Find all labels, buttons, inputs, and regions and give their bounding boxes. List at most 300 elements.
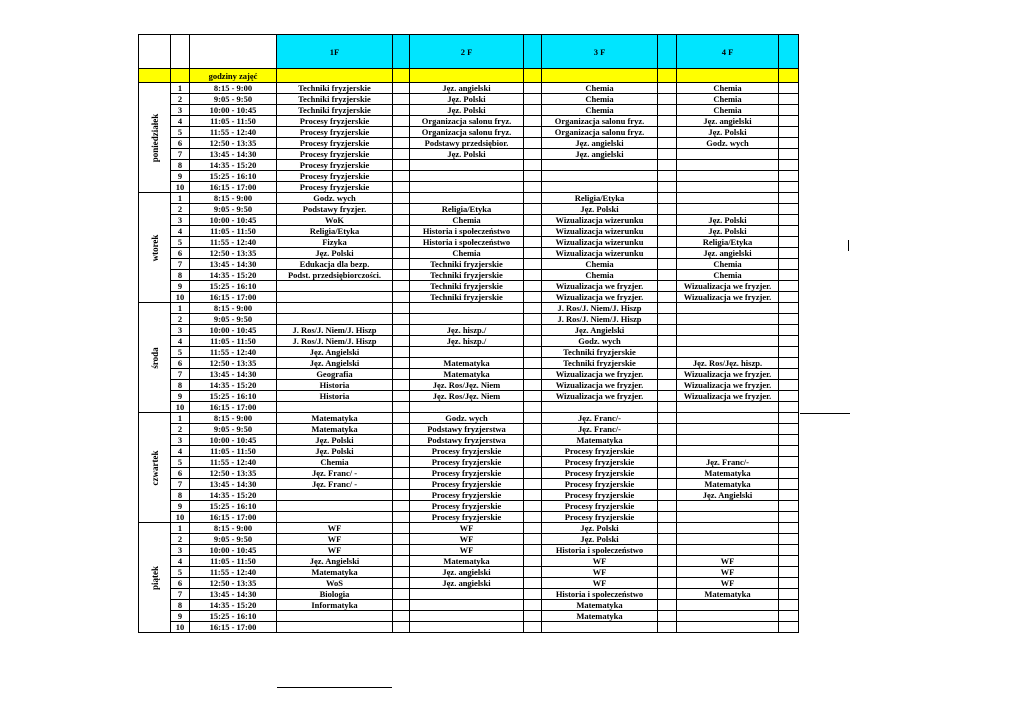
spacer-cell	[658, 105, 677, 116]
subject-3f: Wizualizacja we fryzjer.	[542, 369, 658, 380]
period-time: 16:15 - 17:00	[190, 182, 277, 193]
hours-header-blank	[658, 69, 677, 83]
period-row	[139, 160, 799, 171]
period-row	[139, 468, 799, 479]
subject-2f: WF	[410, 534, 524, 545]
class-header-4f: 4 F	[677, 35, 779, 69]
spacer-cell	[779, 413, 799, 424]
period-time: 11:05 - 11:50	[190, 226, 277, 237]
period-time: 12:50 - 13:35	[190, 578, 277, 589]
period-row	[139, 94, 799, 105]
spacer-cell	[524, 105, 542, 116]
spacer-cell	[658, 545, 677, 556]
period-number: 10	[171, 512, 190, 523]
spacer-cell	[393, 325, 410, 336]
subject-3f: Chemia	[542, 94, 658, 105]
subject-2f: Jęz. hiszp./	[410, 325, 524, 336]
period-time: 11:05 - 11:50	[190, 116, 277, 127]
spacer-cell	[393, 545, 410, 556]
period-row	[139, 83, 799, 94]
subject-4f	[677, 204, 779, 215]
subject-4f	[677, 545, 779, 556]
subject-4f: Jęz. Ros/Jęz. hiszp.	[677, 358, 779, 369]
period-number: 9	[171, 501, 190, 512]
subject-4f: Wizualizacja we fryzjer.	[677, 380, 779, 391]
spacer-cell	[524, 281, 542, 292]
spacer-cell	[658, 171, 677, 182]
subject-1f: Informatyka	[277, 600, 393, 611]
spacer-cell	[779, 149, 799, 160]
subject-1f: Matematyka	[277, 424, 393, 435]
subject-3f	[542, 402, 658, 413]
spacer-cell	[393, 160, 410, 171]
spacer-cell	[779, 611, 799, 622]
period-time: 13:45 - 14:30	[190, 479, 277, 490]
subject-2f: Jęz. angielski	[410, 567, 524, 578]
subject-1f	[277, 622, 393, 633]
subject-1f: Jęz. Franc/ -	[277, 468, 393, 479]
period-time: 14:35 - 15:20	[190, 490, 277, 501]
period-time: 15:25 - 16:10	[190, 281, 277, 292]
period-row	[139, 358, 799, 369]
subject-1f: Chemia	[277, 457, 393, 468]
spacer-cell	[393, 369, 410, 380]
period-time: 12:50 - 13:35	[190, 468, 277, 479]
spacer-cell	[779, 193, 799, 204]
subject-3f: Jęz. Polski	[542, 204, 658, 215]
subject-4f	[677, 193, 779, 204]
spacer-cell	[524, 512, 542, 523]
period-time: 11:05 - 11:50	[190, 336, 277, 347]
spacer-cell	[524, 358, 542, 369]
day-name: piątek	[149, 565, 160, 590]
spacer-cell	[658, 479, 677, 490]
period-time: 11:55 - 12:40	[190, 347, 277, 358]
spacer-cell	[524, 138, 542, 149]
subject-2f: Procesy fryzjerskie	[410, 501, 524, 512]
subject-4f	[677, 347, 779, 358]
spacer-cell	[393, 435, 410, 446]
day-label-cell	[139, 83, 171, 193]
spacer-cell	[779, 314, 799, 325]
subject-4f: WF	[677, 567, 779, 578]
spacer-cell	[524, 391, 542, 402]
subject-2f: Historia i społeczeństwo	[410, 226, 524, 237]
period-row	[139, 193, 799, 204]
stray-vertical-mark	[848, 240, 849, 251]
spacer-cell	[779, 457, 799, 468]
period-number: 7	[171, 259, 190, 270]
period-number: 2	[171, 314, 190, 325]
period-number: 1	[171, 413, 190, 424]
subject-2f	[410, 182, 524, 193]
subject-4f	[677, 622, 779, 633]
signature-line	[277, 687, 392, 688]
period-time: 11:55 - 12:40	[190, 457, 277, 468]
spacer-cell	[779, 292, 799, 303]
period-time: 10:00 - 10:45	[190, 545, 277, 556]
day-label-cell	[139, 193, 171, 303]
period-number: 9	[171, 171, 190, 182]
spacer-cell	[524, 523, 542, 534]
spacer-cell	[524, 215, 542, 226]
subject-4f	[677, 325, 779, 336]
subject-2f: Jęz. Polski	[410, 105, 524, 116]
header-blank-num	[171, 35, 190, 69]
spacer-cell	[779, 446, 799, 457]
subject-4f	[677, 435, 779, 446]
period-time: 14:35 - 15:20	[190, 380, 277, 391]
spacer-cell	[524, 446, 542, 457]
spacer-cell	[524, 424, 542, 435]
subject-1f: Jęz. Angielski	[277, 556, 393, 567]
hours-header-blank	[410, 69, 524, 83]
subject-1f: Jęz. Polski	[277, 446, 393, 457]
spacer-cell	[658, 578, 677, 589]
spacer-cell	[393, 281, 410, 292]
subject-1f: WF	[277, 523, 393, 534]
subject-4f: Jęz. angielski	[677, 248, 779, 259]
spacer-cell	[779, 567, 799, 578]
spacer-cell	[779, 468, 799, 479]
subject-4f	[677, 160, 779, 171]
period-number: 4	[171, 336, 190, 347]
spacer-cell	[524, 116, 542, 127]
period-row	[139, 303, 799, 314]
subject-3f: Wizualizacja we fryzjer.	[542, 281, 658, 292]
period-time: 10:00 - 10:45	[190, 105, 277, 116]
period-row	[139, 512, 799, 523]
spacer-cell	[524, 248, 542, 259]
subject-2f	[410, 160, 524, 171]
period-row	[139, 127, 799, 138]
spacer-cell	[779, 83, 799, 94]
period-number: 3	[171, 105, 190, 116]
subject-2f: Jęz. Ros/Jęz. Niem	[410, 391, 524, 402]
subject-3f: Techniki fryzjerskie	[542, 347, 658, 358]
period-number: 10	[171, 182, 190, 193]
period-row	[139, 501, 799, 512]
spacer-cell	[779, 358, 799, 369]
period-number: 5	[171, 347, 190, 358]
spacer-cell	[779, 556, 799, 567]
subject-3f: Procesy fryzjerskie	[542, 479, 658, 490]
period-number: 9	[171, 391, 190, 402]
spacer-cell	[393, 270, 410, 281]
spacer-cell	[524, 567, 542, 578]
class-header-2f: 2 F	[410, 35, 524, 69]
period-row	[139, 204, 799, 215]
period-time: 15:25 - 16:10	[190, 611, 277, 622]
spacer-cell	[779, 138, 799, 149]
spacer-cell	[524, 545, 542, 556]
subject-1f: Procesy fryzjerskie	[277, 182, 393, 193]
period-number: 6	[171, 138, 190, 149]
subject-1f: Procesy fryzjerskie	[277, 127, 393, 138]
spacer-cell	[658, 611, 677, 622]
period-number: 8	[171, 270, 190, 281]
period-time: 16:15 - 17:00	[190, 512, 277, 523]
subject-2f: Jęz. angielski	[410, 83, 524, 94]
period-row	[139, 215, 799, 226]
period-time: 9:05 - 9:50	[190, 314, 277, 325]
spacer-cell	[393, 402, 410, 413]
subject-1f: Procesy fryzjerskie	[277, 171, 393, 182]
spacer-cell	[779, 545, 799, 556]
spacer-cell	[393, 479, 410, 490]
spacer-cell	[393, 468, 410, 479]
spacer-cell	[393, 600, 410, 611]
spacer-cell	[524, 160, 542, 171]
subject-2f: WF	[410, 523, 524, 534]
spacer-cell	[393, 292, 410, 303]
subject-2f: WF	[410, 545, 524, 556]
spacer-cell	[524, 226, 542, 237]
spacer-cell	[779, 127, 799, 138]
subject-1f: Historia	[277, 391, 393, 402]
class-header-spacer	[658, 35, 677, 69]
subject-2f: Matematyka	[410, 358, 524, 369]
period-row	[139, 336, 799, 347]
spacer-cell	[658, 501, 677, 512]
subject-4f	[677, 402, 779, 413]
period-row	[139, 182, 799, 193]
subject-4f	[677, 611, 779, 622]
spacer-cell	[658, 204, 677, 215]
spacer-cell	[393, 215, 410, 226]
spacer-cell	[658, 534, 677, 545]
subject-3f: J. Ros/J. Niem/J. Hiszp	[542, 303, 658, 314]
subject-4f: Religia/Etyka	[677, 237, 779, 248]
subject-1f: Procesy fryzjerskie	[277, 138, 393, 149]
spacer-cell	[658, 556, 677, 567]
spacer-cell	[393, 193, 410, 204]
subject-1f: Jęz. Angielski	[277, 347, 393, 358]
period-row	[139, 567, 799, 578]
class-header-spacer	[393, 35, 410, 69]
period-row	[139, 105, 799, 116]
subject-1f: WoK	[277, 215, 393, 226]
spacer-cell	[524, 534, 542, 545]
subject-3f: Matematyka	[542, 600, 658, 611]
spacer-cell	[779, 116, 799, 127]
period-row	[139, 380, 799, 391]
header-blank-hours	[190, 35, 277, 69]
subject-2f: Historia i społeczeństwo	[410, 237, 524, 248]
spacer-cell	[524, 457, 542, 468]
hours-header-blank	[277, 69, 393, 83]
subject-1f: Podst. przedsiębiorczości.	[277, 270, 393, 281]
spacer-cell	[658, 325, 677, 336]
period-number: 4	[171, 446, 190, 457]
subject-4f: Chemia	[677, 83, 779, 94]
spacer-cell	[779, 523, 799, 534]
subject-1f: Jęz. Polski	[277, 435, 393, 446]
period-row	[139, 259, 799, 270]
spacer-cell	[658, 116, 677, 127]
period-number: 3	[171, 545, 190, 556]
subject-3f: Jęz. angielski	[542, 149, 658, 160]
subject-3f: Wizualizacja wizerunku	[542, 215, 658, 226]
period-time: 11:55 - 12:40	[190, 127, 277, 138]
subject-4f: WF	[677, 578, 779, 589]
spacer-cell	[779, 281, 799, 292]
subject-3f: Jęz. Polski	[542, 523, 658, 534]
period-row	[139, 281, 799, 292]
spacer-cell	[393, 534, 410, 545]
subject-1f: J. Ros/J. Niem/J. Hiszp	[277, 325, 393, 336]
subject-1f: Jęz. Franc/ -	[277, 479, 393, 490]
period-row	[139, 523, 799, 534]
subject-4f: Wizualizacja we fryzjer.	[677, 369, 779, 380]
spacer-cell	[779, 259, 799, 270]
spacer-cell	[658, 402, 677, 413]
period-time: 13:45 - 14:30	[190, 149, 277, 160]
subject-1f: Jęz. Angielski	[277, 358, 393, 369]
subject-1f	[277, 402, 393, 413]
spacer-cell	[658, 512, 677, 523]
spacer-cell	[779, 369, 799, 380]
period-time: 8:15 - 9:00	[190, 303, 277, 314]
spacer-cell	[393, 457, 410, 468]
period-number: 2	[171, 534, 190, 545]
hours-header-blank	[542, 69, 658, 83]
day-label-cell	[139, 413, 171, 523]
spacer-cell	[658, 83, 677, 94]
spacer-cell	[393, 204, 410, 215]
spacer-cell	[393, 105, 410, 116]
spacer-cell	[779, 215, 799, 226]
period-row	[139, 457, 799, 468]
subject-3f: Procesy fryzjerskie	[542, 457, 658, 468]
timetable	[138, 34, 799, 633]
subject-4f	[677, 501, 779, 512]
period-row	[139, 589, 799, 600]
subject-4f	[677, 512, 779, 523]
spacer-cell	[779, 270, 799, 281]
subject-1f: Historia	[277, 380, 393, 391]
spacer-cell	[658, 391, 677, 402]
subject-4f	[677, 600, 779, 611]
period-row	[139, 347, 799, 358]
spacer-cell	[524, 622, 542, 633]
period-row	[139, 171, 799, 182]
period-row	[139, 435, 799, 446]
period-row	[139, 149, 799, 160]
period-row	[139, 325, 799, 336]
timetable-grid	[138, 34, 799, 633]
spacer-cell	[658, 248, 677, 259]
spacer-cell	[524, 380, 542, 391]
subject-1f: Jęz. Polski	[277, 248, 393, 259]
period-number: 5	[171, 457, 190, 468]
subject-1f: Procesy fryzjerskie	[277, 116, 393, 127]
spacer-cell	[393, 182, 410, 193]
period-time: 12:50 - 13:35	[190, 248, 277, 259]
period-time: 16:15 - 17:00	[190, 292, 277, 303]
subject-4f: Matematyka	[677, 468, 779, 479]
spacer-cell	[779, 237, 799, 248]
period-number: 4	[171, 556, 190, 567]
subject-1f: Procesy fryzjerskie	[277, 149, 393, 160]
spacer-cell	[658, 347, 677, 358]
spacer-cell	[393, 358, 410, 369]
period-number: 10	[171, 292, 190, 303]
subject-3f: Chemia	[542, 83, 658, 94]
subject-3f: Jęz. Franc/-	[542, 413, 658, 424]
spacer-cell	[393, 83, 410, 94]
period-row	[139, 237, 799, 248]
subject-3f: WF	[542, 556, 658, 567]
subject-2f: Techniki fryzjerskie	[410, 270, 524, 281]
spacer-cell	[658, 281, 677, 292]
day-name: poniedziałek	[149, 113, 160, 162]
day-name: środa	[149, 346, 160, 369]
period-time: 10:00 - 10:45	[190, 215, 277, 226]
period-number: 3	[171, 215, 190, 226]
spacer-cell	[658, 446, 677, 457]
subject-1f	[277, 303, 393, 314]
spacer-cell	[524, 303, 542, 314]
subject-4f: Jęz. Polski	[677, 127, 779, 138]
spacer-cell	[779, 424, 799, 435]
period-time: 10:00 - 10:45	[190, 325, 277, 336]
period-number: 8	[171, 490, 190, 501]
period-time: 15:25 - 16:10	[190, 171, 277, 182]
subject-2f: Jęz. hiszp./	[410, 336, 524, 347]
spacer-cell	[658, 303, 677, 314]
subject-3f: WF	[542, 567, 658, 578]
period-row	[139, 545, 799, 556]
spacer-cell	[524, 336, 542, 347]
subject-4f: Matematyka	[677, 589, 779, 600]
subject-2f: Procesy fryzjerskie	[410, 446, 524, 457]
period-number: 5	[171, 237, 190, 248]
spacer-cell	[658, 457, 677, 468]
subject-3f: Matematyka	[542, 611, 658, 622]
period-row	[139, 446, 799, 457]
spacer-cell	[393, 578, 410, 589]
period-time: 13:45 - 14:30	[190, 589, 277, 600]
spacer-cell	[393, 149, 410, 160]
subject-2f: Matematyka	[410, 369, 524, 380]
period-time: 16:15 - 17:00	[190, 402, 277, 413]
spacer-cell	[779, 171, 799, 182]
spacer-cell	[524, 204, 542, 215]
subject-2f: Procesy fryzjerskie	[410, 490, 524, 501]
subject-3f: Organizacja salonu fryz.	[542, 127, 658, 138]
subject-2f: Religia/Etyka	[410, 204, 524, 215]
period-number: 4	[171, 226, 190, 237]
stray-horizontal-mark	[800, 413, 850, 414]
period-number: 2	[171, 424, 190, 435]
subject-2f: Procesy fryzjerskie	[410, 479, 524, 490]
period-row	[139, 226, 799, 237]
subject-3f: Chemia	[542, 270, 658, 281]
spacer-cell	[524, 149, 542, 160]
spacer-cell	[393, 567, 410, 578]
subject-2f: Matematyka	[410, 556, 524, 567]
period-row	[139, 270, 799, 281]
spacer-cell	[393, 171, 410, 182]
subject-4f	[677, 413, 779, 424]
subject-2f	[410, 171, 524, 182]
subject-1f: Procesy fryzjerskie	[277, 160, 393, 171]
spacer-cell	[779, 435, 799, 446]
spacer-cell	[658, 292, 677, 303]
spacer-cell	[658, 160, 677, 171]
subject-1f: WF	[277, 545, 393, 556]
